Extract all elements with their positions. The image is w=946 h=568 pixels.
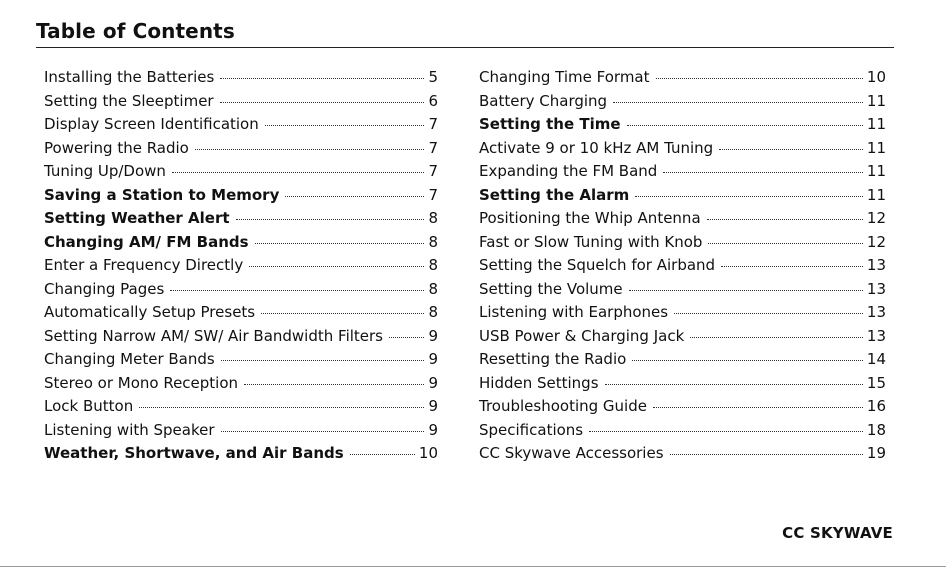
toc-entry-page: 13 — [866, 303, 886, 321]
toc-entry-title: Display Screen Identification — [44, 115, 259, 133]
toc-entry-title: Saving a Station to Memory — [44, 185, 280, 204]
toc-entry-page: 18 — [866, 420, 886, 439]
toc-entry-page: 9 — [428, 397, 438, 415]
toc-entry[interactable] — [44, 233, 438, 257]
toc-entry[interactable] — [479, 303, 886, 327]
toc-entry-title: CC Skywave Accessories — [479, 444, 664, 462]
toc-entry-title: Powering the Radio — [44, 138, 189, 157]
toc-entry[interactable] — [479, 68, 886, 92]
toc-entry[interactable] — [479, 256, 886, 280]
toc-entry-page: 14 — [866, 350, 886, 368]
toc-entry-page: 7 — [428, 138, 438, 157]
toc-entry-title: Enter a Frequency Directly — [44, 256, 244, 274]
toc-entry-title: Troubleshooting Guide — [479, 397, 647, 415]
toc-entry-page: 13 — [866, 326, 886, 345]
toc-entry-page: 7 — [428, 185, 438, 204]
toc-entry-page: 8 — [428, 279, 438, 298]
toc-entry[interactable] — [44, 209, 438, 233]
toc-entry[interactable] — [44, 374, 438, 398]
toc-entry-title: Stereo or Mono Reception — [44, 373, 239, 392]
dot-leader — [674, 313, 863, 314]
toc-entry-title: Positioning the Whip Antenna — [479, 209, 701, 227]
toc-entry-title: Setting the Alarm — [479, 185, 630, 204]
page-title: Table of Contents — [36, 19, 235, 43]
toc-entry-title: Expanding the FM Band — [479, 162, 658, 180]
dot-leader — [220, 102, 424, 103]
dot-leader — [170, 290, 424, 291]
toc-entry[interactable] — [479, 444, 886, 468]
toc-entry-page: 9 — [428, 326, 438, 345]
toc-entry-page: 12 — [866, 232, 886, 251]
toc-entry-title: Listening with Speaker — [44, 420, 215, 439]
toc-entry-page: 19 — [866, 444, 886, 462]
toc-entry-page: 15 — [866, 373, 886, 392]
brand-footer: CC SKYWAVE — [782, 524, 893, 542]
toc-entry-title: Tuning Up/Down — [44, 162, 166, 180]
toc-entry[interactable] — [44, 303, 438, 327]
toc-entry[interactable] — [44, 397, 438, 421]
toc-entry[interactable] — [479, 92, 886, 116]
toc-entry-title: Hidden Settings — [479, 373, 599, 392]
dot-leader — [589, 431, 863, 432]
toc-entry-page: 12 — [866, 209, 886, 227]
toc-entry[interactable] — [479, 209, 886, 233]
toc-entry-title: Automatically Setup Presets — [44, 303, 256, 321]
toc-entry[interactable] — [44, 280, 438, 304]
toc-entry[interactable] — [44, 256, 438, 280]
dot-leader — [690, 337, 863, 338]
toc-entry[interactable] — [44, 444, 438, 468]
toc-entry-page: 10 — [866, 68, 886, 86]
toc-entry[interactable] — [479, 139, 886, 163]
toc-entry[interactable] — [479, 233, 886, 257]
toc-entry-title: Fast or Slow Tuning with Knob — [479, 232, 703, 251]
dot-leader — [261, 313, 424, 314]
toc-entry[interactable] — [479, 350, 886, 374]
toc-entry-page: 9 — [428, 350, 438, 368]
toc-entry-title: Installing the Batteries — [44, 68, 215, 86]
dot-leader — [605, 384, 863, 385]
toc-entry[interactable] — [479, 186, 886, 210]
toc-entry-title: USB Power & Charging Jack — [479, 326, 685, 345]
dot-leader — [653, 407, 863, 408]
toc-entry[interactable] — [479, 280, 886, 304]
toc-entry-title: Setting the Time — [479, 115, 621, 133]
toc-entry-page: 11 — [866, 115, 886, 133]
dot-leader — [221, 431, 424, 432]
toc-entry[interactable] — [479, 374, 886, 398]
dot-leader — [172, 172, 424, 173]
toc-entry-page: 8 — [428, 209, 438, 227]
dot-leader — [629, 290, 863, 291]
dot-leader — [708, 243, 862, 244]
toc-entry-title: Resetting the Radio — [479, 350, 627, 368]
dot-leader — [613, 102, 863, 103]
toc-entry[interactable] — [44, 162, 438, 186]
toc-entry-title: Changing Time Format — [479, 68, 650, 86]
dot-leader — [139, 407, 424, 408]
toc-entry[interactable] — [479, 421, 886, 445]
toc-entry-page: 11 — [866, 185, 886, 204]
dot-leader — [719, 149, 863, 150]
dot-leader — [350, 454, 415, 455]
toc-entry-title: Specifications — [479, 420, 584, 439]
dot-leader — [220, 78, 424, 79]
toc-entry-page: 11 — [866, 138, 886, 157]
dot-leader — [285, 196, 424, 197]
toc-entry-title: Changing Pages — [44, 279, 165, 298]
dot-leader — [249, 266, 424, 267]
dot-leader — [236, 219, 424, 220]
dot-leader — [670, 454, 863, 455]
toc-entry-title: Lock Button — [44, 397, 134, 415]
toc-entry-title: Activate 9 or 10 kHz AM Tuning — [479, 138, 714, 157]
toc-entry[interactable] — [479, 115, 886, 139]
toc-entry-page: 11 — [866, 91, 886, 110]
toc-entry-page: 9 — [428, 373, 438, 392]
dot-leader — [635, 196, 863, 197]
toc-entry-title: Setting the Sleeptimer — [44, 91, 214, 110]
dot-leader — [632, 360, 863, 361]
toc-entry-title: Setting the Volume — [479, 279, 623, 298]
toc-entry[interactable] — [44, 186, 438, 210]
toc-entry-title: Setting the Squelch for Airband — [479, 256, 716, 274]
toc-entry-page: 8 — [428, 256, 438, 274]
toc-entry-page: 16 — [866, 397, 886, 415]
dot-leader — [721, 266, 863, 267]
toc-entry-title: Changing Meter Bands — [44, 350, 215, 368]
toc-entry-page: 9 — [428, 420, 438, 439]
toc-entry-page: 8 — [428, 232, 438, 251]
toc-entry[interactable] — [479, 397, 886, 421]
toc-entry-page: 11 — [866, 162, 886, 180]
dot-leader — [627, 125, 863, 126]
toc-entry-title: Battery Charging — [479, 91, 608, 110]
toc-entry-title: Weather, Shortwave, and Air Bands — [44, 444, 344, 462]
toc-entry-page: 13 — [866, 279, 886, 298]
bottom-divider — [0, 566, 946, 567]
toc-entry-page: 10 — [418, 444, 438, 462]
dot-leader — [663, 172, 863, 173]
toc-column-left — [44, 68, 438, 468]
toc-entry-page: 8 — [428, 303, 438, 321]
dot-leader — [656, 78, 863, 79]
toc-entry[interactable] — [44, 92, 438, 116]
title-divider — [36, 47, 894, 48]
dot-leader — [707, 219, 863, 220]
toc-entry[interactable] — [44, 68, 438, 92]
toc-entry-page: 5 — [428, 68, 438, 86]
toc-entry-page: 7 — [428, 162, 438, 180]
dot-leader — [255, 243, 424, 244]
dot-leader — [221, 360, 424, 361]
dot-leader — [195, 149, 424, 150]
toc-entry-page: 13 — [866, 256, 886, 274]
toc-entry[interactable] — [44, 327, 438, 351]
toc-entry-title: Listening with Earphones — [479, 303, 669, 321]
toc-entry-title: Setting Narrow AM/ SW/ Air Bandwidth Filters — [44, 326, 383, 345]
dot-leader — [244, 384, 424, 385]
dot-leader — [389, 337, 424, 338]
dot-leader — [265, 125, 424, 126]
toc-entry-title: Changing AM/ FM Bands — [44, 232, 249, 251]
toc-entry[interactable] — [479, 327, 886, 351]
toc-column-right — [479, 68, 886, 468]
toc-entry-page: 7 — [428, 115, 438, 133]
toc-entry-page: 6 — [428, 91, 438, 110]
toc-entry[interactable] — [44, 139, 438, 163]
toc-entry[interactable] — [44, 421, 438, 445]
toc-entry-title: Setting Weather Alert — [44, 209, 230, 227]
toc-entry[interactable] — [479, 162, 886, 186]
toc-entry[interactable] — [44, 350, 438, 374]
toc-entry[interactable] — [44, 115, 438, 139]
